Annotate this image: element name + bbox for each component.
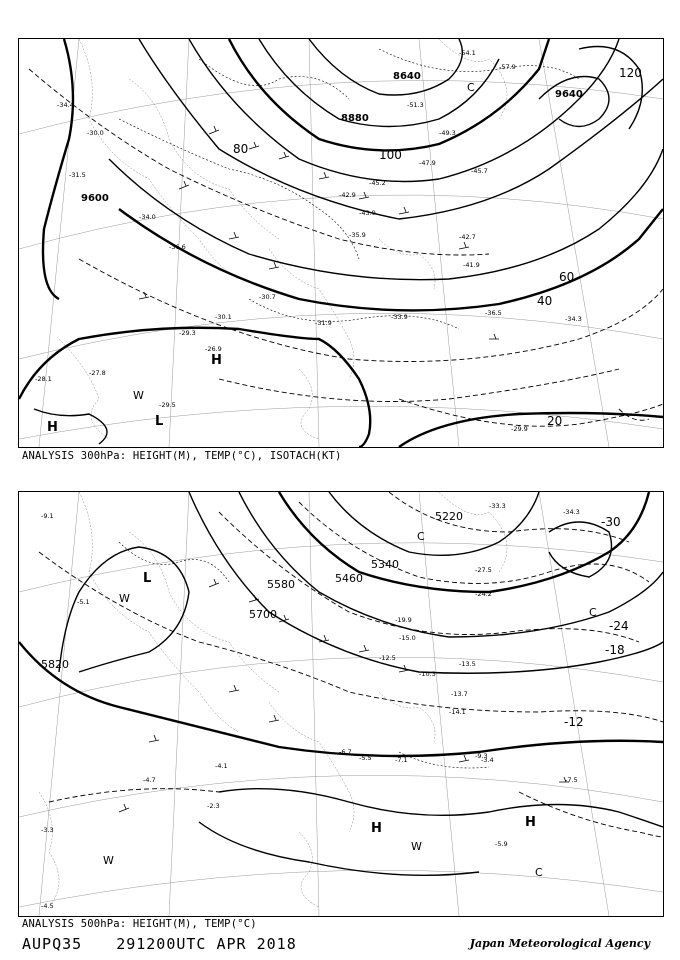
station-temp: -12.5 [379, 654, 396, 662]
station-temp: -9.3 [475, 752, 488, 760]
coastlines [59, 39, 507, 439]
station-temp: -30.1 [215, 313, 232, 321]
station-temp: -2.3 [207, 802, 220, 810]
station-temp: -15.0 [399, 634, 416, 642]
station-temp: -3.3 [41, 826, 54, 834]
station-temp: -29.5 [159, 401, 176, 409]
wind-barbs [119, 579, 569, 812]
height-label: 5460 [335, 572, 363, 585]
subtropical-ridge [19, 328, 663, 447]
high-center: H [47, 420, 58, 435]
station-temp: -43.9 [359, 209, 376, 217]
isotach-label: 20 [547, 414, 563, 428]
isotherms [119, 49, 579, 329]
station-temp: -54.1 [459, 49, 476, 57]
coastlines [39, 492, 507, 907]
height-label: 5340 [371, 558, 399, 571]
low-center: L [155, 414, 164, 429]
valid-time: 291200UTC APR 2018 [116, 935, 297, 953]
station-temp: -34.4 [57, 101, 74, 109]
station-temp: -47.9 [419, 159, 436, 167]
isotherm-fine [119, 542, 489, 768]
station-temp: -34.3 [563, 508, 580, 516]
station-temperatures [35, 49, 582, 433]
station-temp: -57.9 [499, 63, 516, 71]
station-temp: -7.5 [565, 776, 578, 784]
caption-500hpa: ANALYSIS 500hPa: HEIGHT(M), TEMP(°C) [22, 918, 257, 930]
station-temp: -49.3 [439, 129, 456, 137]
station-temp: -9.1 [41, 512, 54, 520]
high-center: H [525, 815, 536, 830]
cold-center: C [467, 81, 475, 94]
cold-center: C [417, 530, 425, 543]
warm-center: W [103, 854, 114, 867]
station-temp: -7.1 [395, 756, 408, 764]
caption-300hpa: ANALYSIS 300hPa: HEIGHT(M), TEMP(°C), ISOTACH(KT) [22, 450, 342, 462]
station-temp: -42.7 [459, 233, 476, 241]
isotherm-label: -18 [605, 643, 625, 657]
station-temp: -13.5 [459, 660, 476, 668]
station-temp: -42.9 [339, 191, 356, 199]
height-contours [19, 492, 663, 875]
map-500hpa-canvas [19, 492, 663, 916]
station-temp: -27.5 [475, 566, 492, 574]
station-temp: -5.1 [77, 598, 90, 606]
chart-id [22, 935, 297, 953]
station-temp: -31.9 [315, 319, 332, 327]
map-300hpa-canvas [19, 39, 663, 447]
station-temp: -30.0 [87, 129, 104, 137]
station-temp: -51.3 [407, 101, 424, 109]
height-labels [41, 510, 463, 671]
isotherm-label: -30 [601, 515, 621, 529]
station-temp: -26.9 [205, 345, 222, 353]
station-temp: -19.9 [395, 616, 412, 624]
height-labels [81, 71, 583, 204]
isotach-label: 100 [379, 148, 402, 162]
station-temp: -13.7 [451, 690, 468, 698]
wind-barbs [139, 126, 499, 339]
station-temp: -27.8 [89, 369, 106, 377]
product-code: AUPQ35 [22, 935, 83, 953]
station-temp: -33.3 [489, 502, 506, 510]
height-label: 5580 [267, 578, 295, 591]
isotherm-label: -12 [564, 715, 584, 729]
station-temp: -34.3 [565, 315, 582, 323]
map-500hpa [18, 491, 664, 917]
warm-center: W [411, 840, 422, 853]
station-temp: -45.7 [471, 167, 488, 175]
low-center: L [143, 571, 152, 586]
station-temp: -10.3 [419, 670, 436, 678]
station-temp: -6.7 [339, 748, 352, 756]
station-temp: -35.9 [349, 231, 366, 239]
height-label: 5820 [41, 658, 69, 671]
station-temp: -4.7 [143, 776, 156, 784]
graticule [19, 39, 663, 447]
station-temp: -5.5 [359, 754, 372, 762]
station-temp: -41.9 [463, 261, 480, 269]
height-label: 5700 [249, 608, 277, 621]
station-temp: -5.9 [495, 840, 508, 848]
map-300hpa [18, 38, 664, 448]
high-center: H [211, 353, 222, 368]
station-temp: -24.2 [475, 590, 492, 598]
height-label: 5220 [435, 510, 463, 523]
station-temp: -31.5 [69, 171, 86, 179]
station-temp: -45.2 [369, 179, 386, 187]
station-temp: -14.1 [449, 708, 466, 716]
isotach-label: 80 [233, 142, 249, 156]
station-temp: -28.1 [35, 375, 52, 383]
station-temp: -3.4 [481, 756, 494, 764]
agency-name: Japan Meteorological Agency [469, 937, 650, 950]
station-temp: -4.1 [215, 762, 228, 770]
warm-center: W [119, 592, 130, 605]
station-temp: -36.6 [169, 243, 186, 251]
station-temperatures [41, 502, 580, 910]
isotach-label: 40 [537, 294, 553, 308]
station-temp: -33.9 [391, 313, 408, 321]
height-label: 8640 [393, 71, 421, 82]
station-temp: -29.9 [511, 425, 528, 433]
station-temp: -34.0 [139, 213, 156, 221]
station-temp: -30.7 [259, 293, 276, 301]
warm-center: W [133, 389, 144, 402]
isotach-label: 120 [619, 66, 642, 80]
station-temp: -29.3 [179, 329, 196, 337]
cold-center: C [535, 866, 543, 879]
height-label: 9640 [555, 89, 583, 100]
isotherm-label: -24 [609, 619, 629, 633]
height-label: 9600 [81, 193, 109, 204]
high-center: H [371, 821, 382, 836]
isotherms [39, 492, 663, 837]
station-temp: -4.5 [41, 902, 54, 910]
station-temp: -36.5 [485, 309, 502, 317]
isotach-label: 60 [559, 270, 575, 284]
height-label: 8880 [341, 113, 369, 124]
cold-center: C [589, 606, 597, 619]
